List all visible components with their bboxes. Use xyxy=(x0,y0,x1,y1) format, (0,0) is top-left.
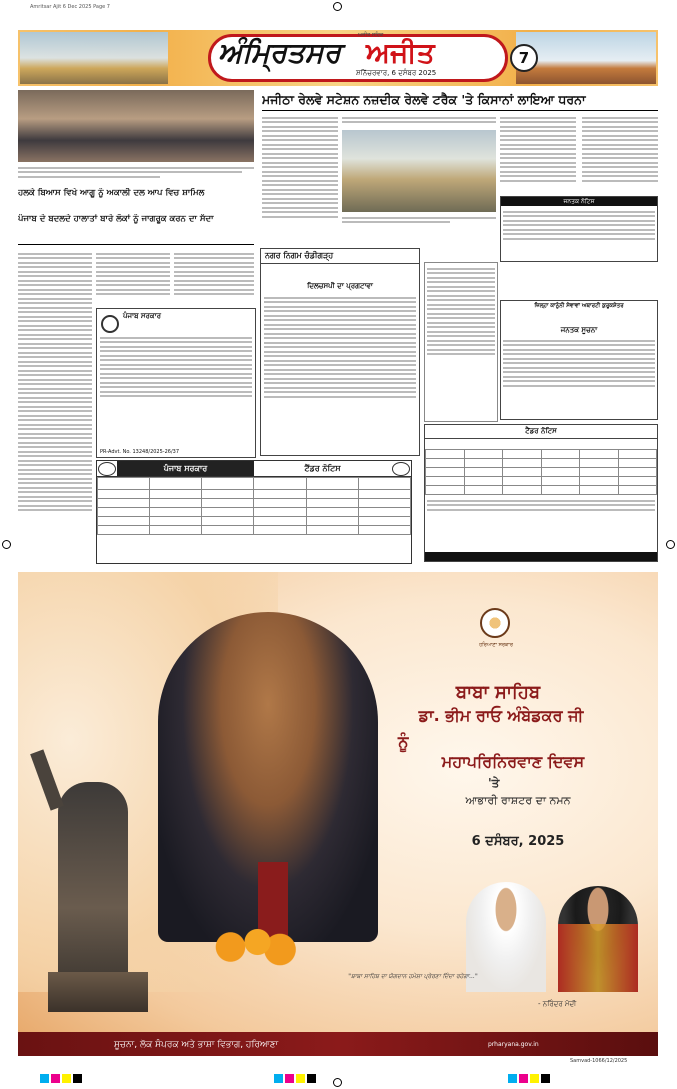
ambedkar-ad xyxy=(18,572,658,1056)
ad-line1: ਬਾਬਾ ਸਾਹਿਬ xyxy=(455,682,541,703)
golden-temple-image xyxy=(20,32,168,84)
registration-mark-bottom xyxy=(333,1078,342,1087)
emblem-caption: ਹਰਿਆਣਾ ਸਰਕਾਰ xyxy=(479,642,513,648)
ad-line2: ਡਾ. ਭੀਮ ਰਾਓ ਅੰਬੇਡਕਰ ਜੀ xyxy=(418,706,584,725)
print-color-bar xyxy=(40,1068,640,1078)
story1-text-col4 xyxy=(582,114,658,194)
ad-line5: 'ਤੇ xyxy=(488,776,500,790)
story1-photo-caption xyxy=(342,214,496,234)
ad-footer-text: ਸੂਚਨਾ, ਲੋਕ ਸੰਪਰਕ ਅਤੇ ਭਾਸ਼ਾ ਵਿਭਾਗ, ਹਰਿਆਣਾ xyxy=(114,1040,279,1050)
story1-text-col2 xyxy=(342,114,496,128)
nagar-nigam-sub: ਦਿਲਚਸਪੀ ਦਾ ਪ੍ਰਗਟਾਵਾ xyxy=(307,282,373,290)
statue-pedestal xyxy=(48,972,148,1012)
story2-headline-2: ਪੰਜਾਬ ਦੇ ਬਦਲਦੇ ਹਾਲਾਤਾਂ ਬਾਰੇ ਲੋਕਾਂ ਨੂੰ ਜਾਗਰੂਕ ਕਰਨ ਦਾ ਸੱਦਾ xyxy=(18,214,214,224)
punjab-notice-title: ਪੰਜਾਬ ਸਰਕਾਰ xyxy=(123,312,162,320)
marigold-flowers-image xyxy=(208,922,298,972)
story1-headline: ਮਜੀਠਾ ਰੇਲਵੇ ਸਟੇਸ਼ਨ ਨਜ਼ਦੀਕ ਰੇਲਵੇ ਟਰੈਕ 'ਤੇ ਕਿਸਾਨਾਂ ਲਾਇਆ ਧਰਨਾ xyxy=(262,92,586,107)
masthead-date: ਸ਼ਨਿੱਚਰਵਾਰ, 6 ਦਸੰਬਰ 2025 xyxy=(356,69,437,77)
nagar-nigam-title: ਨਗਰ ਨਿਗਮ ਚੰਡੀਗੜ੍ਹ xyxy=(261,249,419,264)
divider xyxy=(262,110,658,111)
haryana-emblem-icon xyxy=(480,608,510,638)
page-number: 7 xyxy=(510,44,538,72)
ad-quote: "ਬਾਬਾ ਸਾਹਿਬ ਦਾ ਯੋਗਦਾਨ ਹਮੇਸ਼ਾ ਪ੍ਰੇਰਣਾ ਦਿੰਦਾ ਰਹੇਗਾ..." xyxy=(348,973,478,980)
masthead-title-left: ਅੰਮ੍ਰਿਤਸਰ xyxy=(218,36,341,69)
punjab-emblem-icon xyxy=(101,315,119,333)
right-notice-2-title: ਜ਼ਿਲ੍ਹਾ ਕਾਨੂੰਨੀ ਸੇਵਾਵਾਂ ਅਥਾਰਟੀ ਕੁਰੂਕਸ਼ੇਤਰ xyxy=(534,303,624,309)
tender-emblem-icon xyxy=(98,462,116,476)
divider xyxy=(18,244,254,245)
top-strip-text: Amritsar Ajit 6 Dec 2025 Page 7 xyxy=(30,4,110,10)
ad-line3: ਨੂੰ xyxy=(398,732,409,751)
tender-notice xyxy=(96,460,412,564)
tender-emblem-right-icon xyxy=(392,462,410,476)
ad-line6: ਆਭਾਰੀ ਰਾਸ਼ਟਰ ਦਾ ਨਮਨ xyxy=(465,794,571,807)
tender-title: ਟੈਂਡਰ ਨੋਟਿਸ xyxy=(304,464,341,473)
ad-quote-author: - ਨਰਿੰਦਰ ਮੋਦੀ xyxy=(538,1000,577,1008)
right-notice-2 xyxy=(500,300,658,420)
ad-footer-code: Samvad-1066/12/2025 xyxy=(570,1058,628,1064)
ad-date: 6 ਦਸੰਬਰ, 2025 xyxy=(471,834,565,849)
photo-caption-1 xyxy=(18,164,254,186)
right-notice-3 xyxy=(424,424,658,562)
notice-nagar-nigam xyxy=(260,248,420,456)
masthead-tag: ਅਜੀਤ ਸਹਿਕ xyxy=(358,32,384,38)
registration-mark-left xyxy=(2,540,11,549)
right-notice-1 xyxy=(500,196,658,262)
story2-col1 xyxy=(18,250,92,550)
punjab-notice-ref: PR-Advt. No. 13248/2025-26/37 xyxy=(100,449,180,455)
story-photo-meeting xyxy=(18,90,254,162)
masthead xyxy=(18,30,658,86)
story2-headline-1: ਹਲਕੇ ਬਿਆਸ ਵਿਖੇ ਆਗੂ ਨੂੰ ਅਕਾਲੀ ਦਲ ਆਪ ਵਿਚ ਸ਼ਾਮਿਲ xyxy=(18,188,205,198)
story2-col2 xyxy=(96,250,170,304)
ad-footer-right: prharyana.gov.in xyxy=(488,1041,539,1048)
notice-punjab xyxy=(96,308,256,458)
leader-scarf xyxy=(558,924,638,992)
right-notice-1-title: ਜਨਤਕ ਨੋਟਿਸ xyxy=(501,197,657,206)
story1-text-col1 xyxy=(262,114,338,232)
ad-line4: ਮਹਾਪਰਿਨਿਰਵਾਣ ਦਿਵਸ xyxy=(441,752,585,771)
ambedkar-statue-image xyxy=(58,782,128,992)
story1-photo-protest xyxy=(342,130,496,212)
registration-mark-right xyxy=(666,540,675,549)
story1-text-col3 xyxy=(500,114,576,194)
right-notice-2-sub: ਜਨਤਕ ਸੂਚਨਾ xyxy=(560,326,598,334)
right-notice-3-title: ਟੈਂਡਰ ਨੋਟਿਸ xyxy=(425,425,657,439)
masthead-title-right: ਅਜੀਤ xyxy=(366,36,435,69)
registration-mark-top xyxy=(333,2,342,11)
center-notice xyxy=(424,262,498,422)
story2-col3 xyxy=(174,250,254,304)
tender-org: ਪੰਜਾਬ ਸਰਕਾਰ xyxy=(117,461,254,476)
